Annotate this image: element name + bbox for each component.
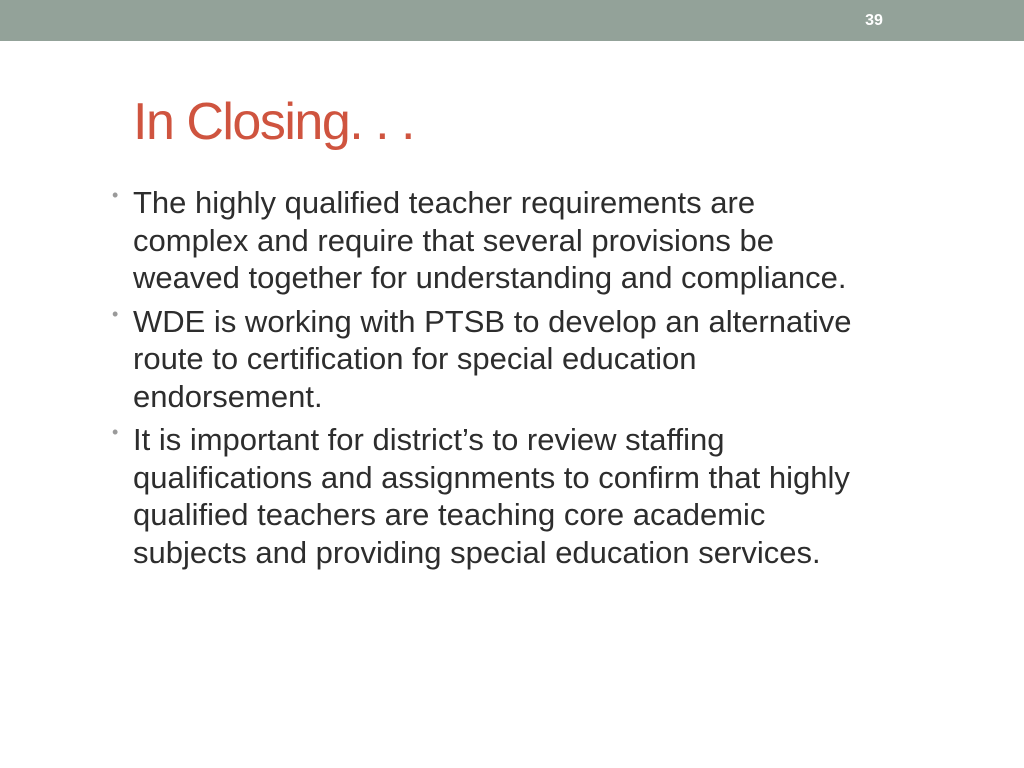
slide-number: 39 xyxy=(865,12,883,29)
bullet-text: WDE is working with PTSB to develop an alternative route to certification for special education endorsement. xyxy=(133,303,852,414)
bullet-icon: • xyxy=(112,303,119,324)
bullet-list xyxy=(112,184,852,577)
slide-header-bar xyxy=(0,0,1024,41)
bullet-text: It is important for district’s to review staffing qualifications and assignments to confirm that highly qualified teachers are teaching core academic subjects and providing special education services. xyxy=(133,422,850,570)
bullet-icon: • xyxy=(112,185,119,205)
bullet-item xyxy=(112,184,852,297)
bullet-text: The highly qualified teacher requirements are complex and require that several provisions be weaved together for understanding and compliance. xyxy=(133,185,847,295)
bullet-icon: • xyxy=(112,422,119,442)
bullet-item xyxy=(112,303,852,416)
slide-title: In Closing. . . xyxy=(133,93,414,151)
bullet-item xyxy=(112,421,852,571)
